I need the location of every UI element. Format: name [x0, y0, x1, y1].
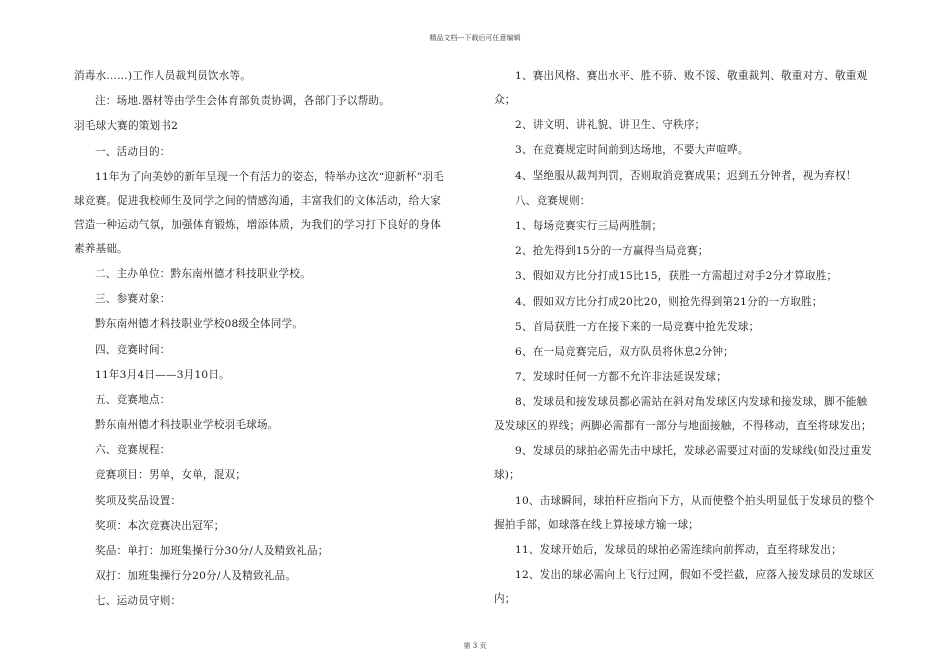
paragraph: 一、活动目的： — [95, 145, 171, 158]
paragraph: 竞赛项目：男单，女单，混双； — [95, 469, 247, 482]
paragraph: 11年为了向美妙的新年呈现一个有活力的姿态，特举办这次“迎新杯”羽毛球竞赛。促进我校师生及同学之间的情感沟通，丰富我们的文体活动，给大家营造一种运动气氛，加强体育锻炼，增添体质，为我们的学习打下良好的身体素养基础。 — [74, 170, 444, 255]
paragraph: 三、参赛对象： — [95, 293, 171, 306]
paragraph: 八、竞赛规则： — [515, 194, 591, 207]
paragraph: 四、竞赛时间： — [95, 343, 171, 356]
paragraph: 注：场地.器材等由学生会体育部负责协调，各部门予以帮助。 — [95, 95, 390, 108]
paragraph: 1、每场竞赛实行三局两胜制； — [515, 219, 663, 232]
paragraph: 11年3月4日——3月10日。 — [95, 368, 230, 381]
paragraph: 9、发球员的球拍必需先击中球托，发球必需要过对面的发球线(如没过重发球)； — [494, 445, 872, 482]
paragraph: 双打：加班集操行分20分/人及精致礼品。 — [95, 570, 297, 583]
paragraph: 3、假如双方比分打成15比15，获胜一方需超过对手2分才算取胜； — [515, 270, 838, 283]
paragraph: 黔东南州德才科技职业学校08级全体同学。 — [95, 318, 304, 331]
paragraph: 4、假如双方比分打成20比20，则抢先得到第21分的一方取胜； — [515, 295, 823, 308]
paragraph: 2、讲文明、讲礼貌、讲卫生、守秩序； — [515, 119, 706, 132]
page-header: 精品文档---下载后可任意编辑 — [429, 34, 521, 42]
left-column — [74, 64, 446, 615]
paragraph: 黔东南州德才科技职业学校羽毛球场。 — [95, 419, 279, 432]
paragraph: 1、赛出风格、赛出水平、胜不骄、败不馁、敬重裁判、敬重对方、敬重观众； — [494, 70, 868, 106]
paragraph: 5、首局获胜一方在接下来的一局竞赛中抢先发球； — [515, 320, 760, 333]
paragraph: 六、竞赛规程： — [95, 444, 171, 457]
paragraph: 10、击球瞬间，球拍杆应指向下方，从而使整个拍头明显低于发球员的整个握拍手部，如球落在线上算接球方输一球； — [494, 494, 875, 531]
paragraph: 五、竞赛地点： — [95, 393, 171, 406]
paragraph: 12、发出的球必需向上飞行过网，假如不受拦截，应落入接发球员的发球区内； — [494, 569, 875, 605]
paragraph: 消毒水……)工作人员裁判员饮水等。 — [74, 70, 252, 82]
paragraph: 8、发球员和接发球员都必需站在斜对角发球区内发球和接发球，脚不能触及发球区的界线；两脚必需都有一部分与地面接触，不得移动，直至将球发出； — [494, 396, 872, 433]
paragraph: 4、坚绝服从裁判判罚，否则取消竞赛成果；迟到五分钟者，视为弃权！ — [515, 169, 857, 182]
paragraph: 3、在竞赛规定时间前到达场地，不要大声喧哗。 — [515, 144, 749, 157]
paragraph: 奖项及奖品设置： — [95, 494, 182, 507]
paragraph: 奖品：单打：加班集操行分30分/人及精致礼品； — [95, 545, 329, 557]
paragraph: 七、运动员守则： — [95, 595, 182, 608]
paragraph: 羽毛球大赛的策划书2 — [74, 120, 179, 133]
paragraph: 7、发球时任何一方都不允许非法延误发球； — [515, 371, 728, 384]
paragraph: 2、抢先得到15分的一方赢得当局竞赛； — [515, 245, 709, 258]
right-column — [494, 64, 876, 612]
page-number: 第 3 页 — [463, 642, 487, 650]
paragraph: 6、在一局竞赛完后，双方队员将休息2分钟； — [515, 345, 734, 358]
paragraph: 11、发球开始后，发球员的球拍必需连续向前挥动，直至将球发出； — [515, 543, 842, 556]
paragraph: 奖项：本次竞赛决出冠军； — [95, 519, 225, 532]
paragraph: 二、主办单位：黔东南州德才科技职业学校。 — [95, 267, 311, 280]
